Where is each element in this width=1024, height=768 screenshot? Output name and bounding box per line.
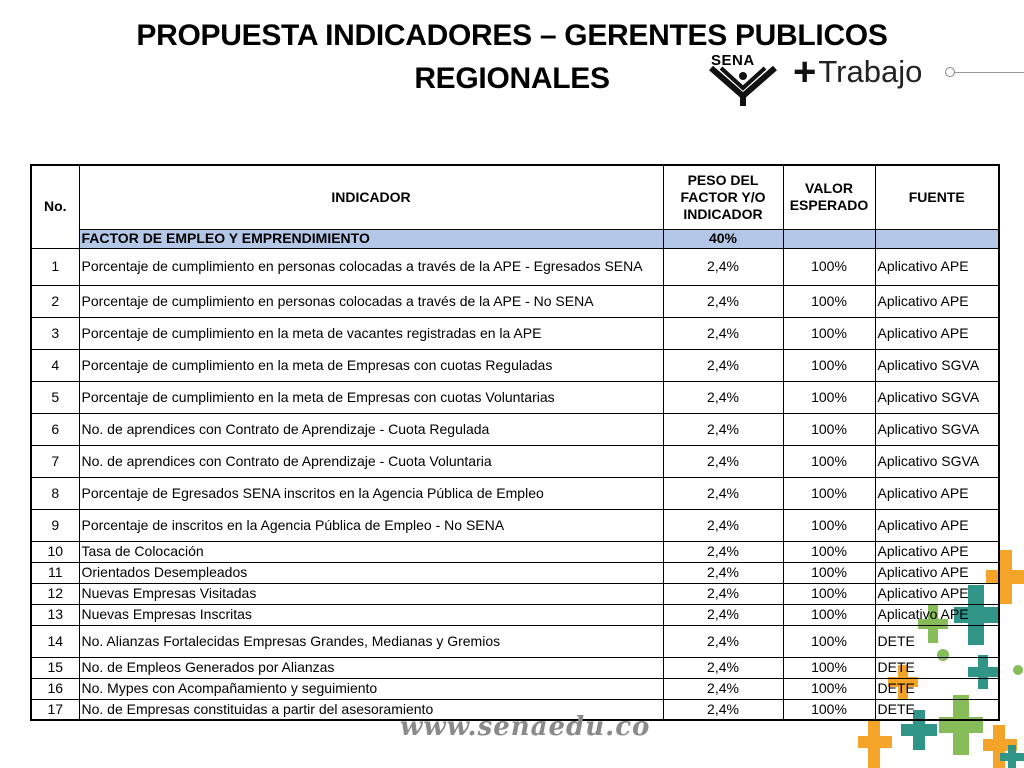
footer-url: www.senaedu.co	[400, 712, 651, 742]
table-row	[31, 625, 999, 657]
table-row	[31, 413, 999, 445]
row-number: 7	[31, 445, 79, 477]
row-number: 11	[31, 562, 79, 583]
table-row	[31, 604, 999, 625]
row-peso: 2,4%	[663, 477, 783, 509]
header-no: No.	[31, 165, 79, 248]
header-valor: VALOR ESPERADO	[783, 165, 875, 229]
row-fuente: Aplicativo APE	[875, 477, 999, 509]
row-number: 12	[31, 583, 79, 604]
row-peso: 2,4%	[663, 445, 783, 477]
page-title-line-2: REGIONALES	[414, 62, 610, 95]
row-valor: 100%	[783, 541, 875, 562]
row-number: 13	[31, 604, 79, 625]
row-peso: 2,4%	[663, 317, 783, 349]
row-fuente: DETE	[875, 678, 999, 699]
table-row	[31, 678, 999, 699]
row-valor: 100%	[783, 657, 875, 678]
row-valor: 100%	[783, 604, 875, 625]
row-peso: 2,4%	[663, 699, 783, 720]
row-fuente: Aplicativo APE	[875, 583, 999, 604]
row-indicador: No. Mypes con Acompañamiento y seguimiento	[79, 678, 663, 699]
row-fuente: Aplicativo SGVA	[875, 349, 999, 381]
row-number: 2	[31, 285, 79, 317]
row-valor: 100%	[783, 381, 875, 413]
row-peso: 2,4%	[663, 604, 783, 625]
row-indicador: No. Alianzas Fortalecidas Empresas Grandes, Medianas y Gremios	[79, 625, 663, 657]
table-row	[31, 248, 999, 285]
row-valor: 100%	[783, 413, 875, 445]
header-indicador: INDICADOR	[79, 165, 663, 229]
row-number: 9	[31, 509, 79, 541]
header-fuente: FUENTE	[875, 165, 999, 229]
row-indicador: Porcentaje de cumplimiento en personas colocadas a través de la APE - Egresados SENA	[79, 248, 663, 285]
row-fuente: Aplicativo APE	[875, 604, 999, 625]
row-peso: 2,4%	[663, 248, 783, 285]
row-fuente: Aplicativo APE	[875, 541, 999, 562]
row-fuente: Aplicativo APE	[875, 248, 999, 285]
row-indicador: Porcentaje de inscritos en la Agencia Pública de Empleo - No SENA	[79, 509, 663, 541]
row-fuente: Aplicativo SGVA	[875, 445, 999, 477]
row-number: 4	[31, 349, 79, 381]
logo-divider-dot-icon	[945, 67, 955, 77]
table-row	[31, 541, 999, 562]
sena-logo	[707, 52, 779, 106]
sena-logo-text: SENA	[711, 52, 755, 69]
row-fuente: Aplicativo SGVA	[875, 413, 999, 445]
header-peso: PESO DEL FACTOR Y/O INDICADOR	[663, 165, 783, 229]
row-number: 14	[31, 625, 79, 657]
row-number: 17	[31, 699, 79, 720]
row-valor: 100%	[783, 583, 875, 604]
row-indicador: Nuevas Empresas Inscritas	[79, 604, 663, 625]
row-fuente: DETE	[875, 657, 999, 678]
factor-row	[31, 229, 999, 248]
factor-weight: 40%	[663, 229, 783, 248]
row-peso: 2,4%	[663, 625, 783, 657]
row-indicador: Orientados Desempleados	[79, 562, 663, 583]
row-indicador: Porcentaje de cumplimiento en la meta de Empresas con cuotas Voluntarias	[79, 381, 663, 413]
table-row	[31, 509, 999, 541]
row-indicador: No. de aprendices con Contrato de Aprendizaje - Cuota Voluntaria	[79, 445, 663, 477]
trabajo-plus-icon: +	[793, 50, 817, 94]
row-fuente: Aplicativo SGVA	[875, 381, 999, 413]
row-valor: 100%	[783, 477, 875, 509]
row-peso: 2,4%	[663, 583, 783, 604]
logo-divider-line	[945, 72, 1024, 73]
row-indicador: No. de aprendices con Contrato de Aprendizaje - Cuota Regulada	[79, 413, 663, 445]
row-valor: 100%	[783, 699, 875, 720]
trabajo-logo	[793, 50, 923, 94]
row-fuente: Aplicativo APE	[875, 317, 999, 349]
row-indicador: Porcentaje de cumplimiento en la meta de Empresas con cuotas Reguladas	[79, 349, 663, 381]
row-valor: 100%	[783, 509, 875, 541]
row-peso: 2,4%	[663, 349, 783, 381]
table-row	[31, 285, 999, 317]
row-number: 16	[31, 678, 79, 699]
table-row	[31, 477, 999, 509]
row-number: 10	[31, 541, 79, 562]
table-row	[31, 317, 999, 349]
row-indicador: Nuevas Empresas Visitadas	[79, 583, 663, 604]
row-indicador: Porcentaje de cumplimiento en personas colocadas a través de la APE - No SENA	[79, 285, 663, 317]
row-peso: 2,4%	[663, 381, 783, 413]
row-number: 1	[31, 248, 79, 285]
row-number: 5	[31, 381, 79, 413]
row-fuente: DETE	[875, 699, 999, 720]
row-fuente: DETE	[875, 625, 999, 657]
factor-empty-cell	[783, 229, 875, 248]
trabajo-logo-text: Trabajo	[818, 54, 923, 89]
row-valor: 100%	[783, 562, 875, 583]
row-number: 3	[31, 317, 79, 349]
row-peso: 2,4%	[663, 509, 783, 541]
row-valor: 100%	[783, 285, 875, 317]
row-valor: 100%	[783, 625, 875, 657]
row-fuente: Aplicativo APE	[875, 509, 999, 541]
table-header-row	[31, 165, 999, 229]
row-number: 8	[31, 477, 79, 509]
row-indicador: No. de Empleos Generados por Alianzas	[79, 657, 663, 678]
row-peso: 2,4%	[663, 285, 783, 317]
row-peso: 2,4%	[663, 678, 783, 699]
row-peso: 2,4%	[663, 413, 783, 445]
row-indicador: No. de Empresas constituidas a partir del asesoramiento	[79, 699, 663, 720]
sena-emblem-icon	[707, 66, 779, 106]
page-title-line-1: PROPUESTA INDICADORES – GERENTES PUBLICOS	[136, 19, 888, 52]
indicators-table	[30, 164, 1000, 721]
table-row	[31, 583, 999, 604]
row-indicador: Porcentaje de cumplimiento en la meta de vacantes registradas en la APE	[79, 317, 663, 349]
table-row	[31, 381, 999, 413]
row-number: 6	[31, 413, 79, 445]
table-row	[31, 349, 999, 381]
row-valor: 100%	[783, 678, 875, 699]
row-valor: 100%	[783, 349, 875, 381]
row-number: 15	[31, 657, 79, 678]
row-peso: 2,4%	[663, 541, 783, 562]
factor-label: FACTOR DE EMPLEO Y EMPRENDIMIENTO	[79, 229, 663, 248]
table-row	[31, 445, 999, 477]
row-valor: 100%	[783, 445, 875, 477]
row-fuente: Aplicativo APE	[875, 562, 999, 583]
table-row	[31, 657, 999, 678]
factor-empty-cell	[875, 229, 999, 248]
row-peso: 2,4%	[663, 562, 783, 583]
row-peso: 2,4%	[663, 657, 783, 678]
row-fuente: Aplicativo APE	[875, 285, 999, 317]
row-indicador: Porcentaje de Egresados SENA inscritos en la Agencia Pública de Empleo	[79, 477, 663, 509]
row-valor: 100%	[783, 317, 875, 349]
table-row	[31, 562, 999, 583]
row-indicador: Tasa de Colocación	[79, 541, 663, 562]
row-valor: 100%	[783, 248, 875, 285]
